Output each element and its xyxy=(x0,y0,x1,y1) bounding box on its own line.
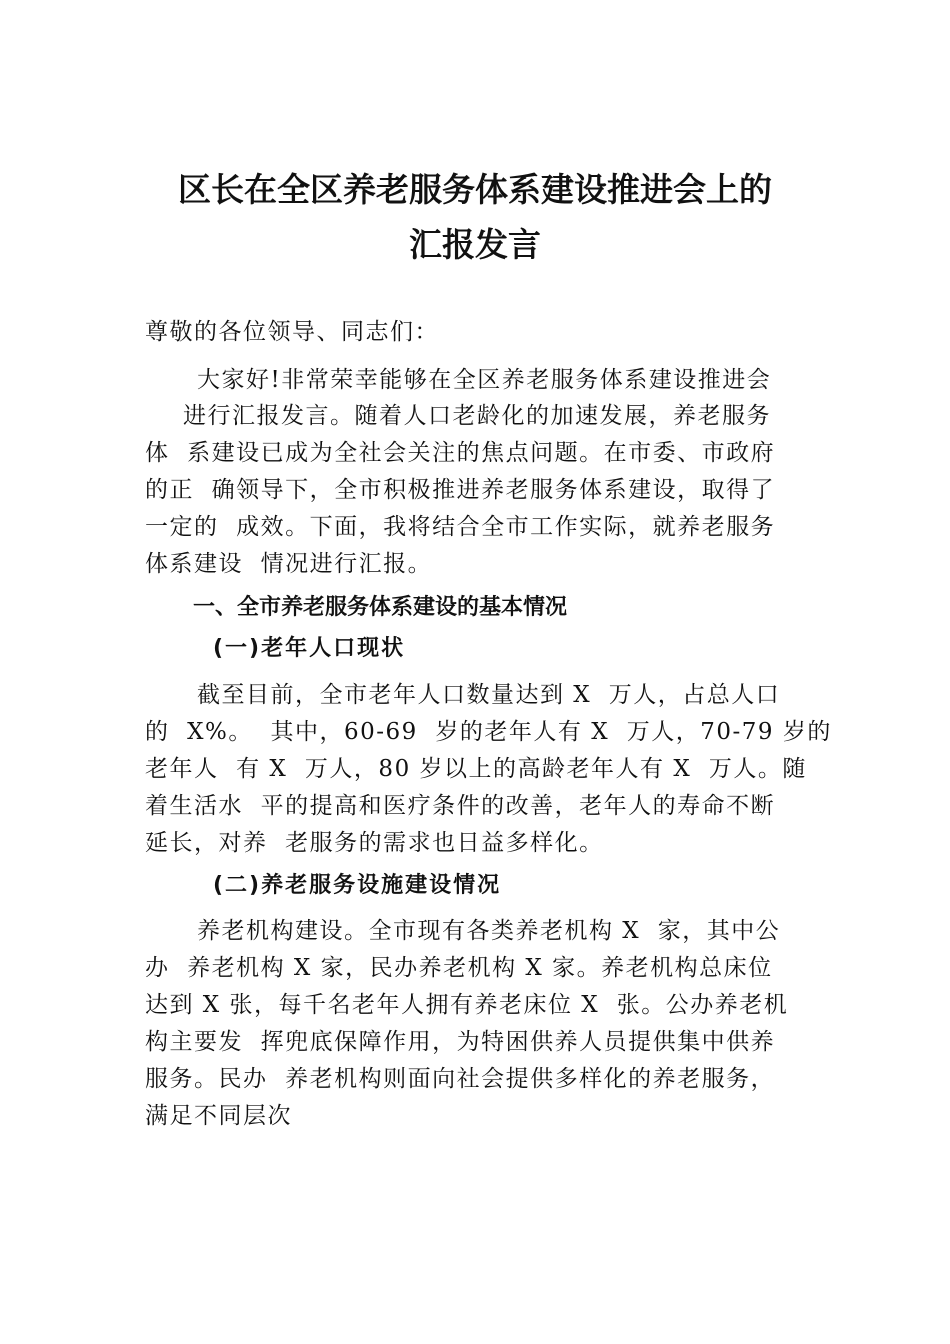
subsection-heading: (二)养老服务设施建设情况 xyxy=(213,873,502,898)
body-line: 服务。民办 养老机构则面向社会提供多样化的养老服务， xyxy=(145,1066,776,1092)
intro-line: 的正 确领导下，全市积极推进养老服务体系建设，取得了 xyxy=(145,477,776,503)
body-line: 延长，对养 老服务的需求也日益多样化。 xyxy=(145,830,604,856)
subsection-heading: (一)老年人口现状 xyxy=(213,636,406,661)
intro-line: 体 系建设已成为全社会关注的焦点问题。在市委、市政府 xyxy=(145,440,776,466)
body-line: 着生活水 平的提高和医疗条件的改善，老年人的寿命不断 xyxy=(145,793,776,819)
body-line: 构主要发 挥兜底保障作用，为特困供养人员提供集中供养 xyxy=(145,1029,776,1055)
intro-line: 一定的 成效。下面，我将结合全市工作实际，就养老服务 xyxy=(145,514,776,540)
body-line: 老年人 有 X 万人，80 岁以上的高龄老年人有 X 万人。随 xyxy=(145,756,807,782)
intro-line: 体系建设 情况进行汇报。 xyxy=(145,551,433,577)
document-title-line-2: 汇报发言 xyxy=(409,225,541,264)
salutation: 尊敬的各位领导、同志们： xyxy=(145,319,439,345)
body-line: 满足不同层次 xyxy=(145,1103,292,1129)
body-line: 办 养老机构 X 家，民办养老机构 X 家。养老机构总床位 xyxy=(145,955,773,981)
intro-line: 大家好!非常荣幸能够在全区养老服务体系建设推进会 xyxy=(197,367,772,393)
body-line: 的 X%。 其中，60-69 岁的老年人有 X 万人，70-79 岁的 xyxy=(145,719,832,745)
section-heading: 一、全市养老服务体系建设的基本情况 xyxy=(193,595,568,620)
body-line: 养老机构建设。全市现有各类养老机构 X 家，其中公 xyxy=(197,918,781,944)
intro-line: 进行汇报发言。随着人口老龄化的加速发展，养老服务 xyxy=(183,403,771,429)
body-line: 截至目前，全市老年人口数量达到 X 万人，占总人口 xyxy=(197,682,781,708)
document-title-line-1: 区长在全区养老服务体系建设推进会上的 xyxy=(178,170,772,209)
body-line: 达到 X 张，每千名老年人拥有养老床位 X 张。公办养老机 xyxy=(145,992,789,1018)
